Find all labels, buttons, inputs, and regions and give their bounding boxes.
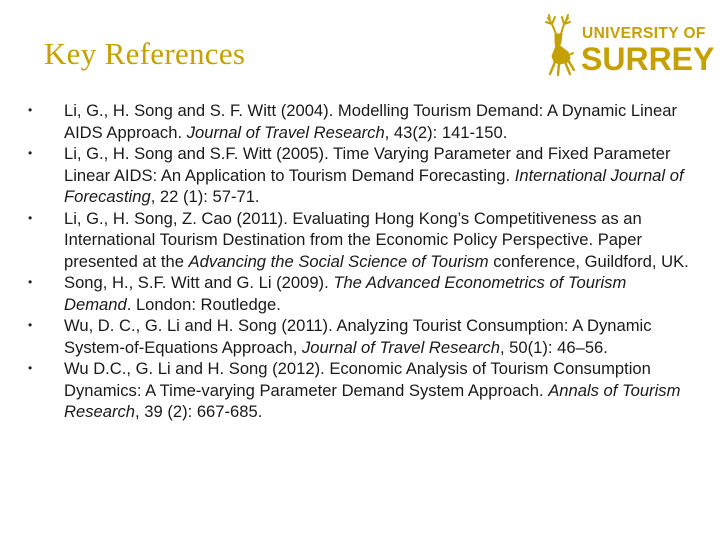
list-item: [20, 315, 696, 358]
bullet: •: [28, 210, 33, 225]
ref-publication: Journal of Travel Research: [186, 122, 385, 142]
ref-publication: Advancing the Social Science of Tourism: [188, 251, 489, 271]
ref-details: . London: Routledge.: [126, 294, 281, 314]
stag-icon: [546, 15, 574, 75]
bullet: •: [28, 318, 33, 332]
ref-text: Li, G., H. Song and S.F. Witt (2005). Time Varying Parameter and Fixed Parameter Linear AIDS: An Application to Tourism Demand Forecasting.: [64, 144, 671, 185]
ref-publication: The Advanced Econometrics of Tourism Demand: [64, 273, 627, 314]
ref-details: , 50(1): 46–56.: [499, 337, 608, 357]
bullet: •: [28, 103, 33, 117]
slide-title: Key References: [44, 36, 246, 71]
ref-publication: Journal of Travel Research: [301, 337, 500, 357]
list-item: [20, 272, 696, 315]
ref-text: Song, H., S.F. Witt and G. Li (2009).: [64, 273, 334, 292]
ref-details: , 22 (1): 57-71.: [150, 187, 260, 206]
ref-publication: Annals of Tourism Research: [64, 380, 681, 421]
logo-surrey: SURREY: [581, 41, 715, 77]
ref-text: Li, G., H. Song and S. F. Witt (2004). Modelling Tourism Demand: A Dynamic Linear AIDS Approach.: [64, 101, 678, 142]
ref-publication: International Journal of Forecasting: [64, 165, 684, 206]
list-item: [20, 358, 696, 423]
ref-text: Wu, D. C., G. Li and H. Song (2011). Analyzing Tourist Consumption: A Dynamic System-of-Equations Approach,: [64, 316, 652, 357]
ref-details: , 43(2): 141-150.: [384, 122, 508, 142]
logo-university-of: UNIVERSITY OF: [582, 25, 706, 42]
ref-text: Wu D.C., G. Li and H. Song (2012). Economic Analysis of Tourism Consumption Dynamics: A Time-varying Parameter Demand System Approach.: [64, 359, 651, 400]
reference-list: [20, 100, 696, 423]
list-item: [20, 208, 696, 273]
ref-details: conference, Guildford, UK.: [488, 251, 689, 271]
list-item: [20, 100, 696, 143]
list-item: [20, 143, 696, 208]
bullet: •: [28, 146, 33, 160]
bullet: •: [28, 275, 33, 289]
university-logo: [534, 12, 715, 78]
ref-details: , 39 (2): 667-685.: [135, 402, 263, 421]
ref-text: Li, G., H. Song, Z. Cao (2011). Evaluating Hong Kong’s Competitiveness as an International Tourism Destination from the Economic Policy Perspective. Paper presented at the: [64, 208, 642, 271]
bullet: •: [28, 361, 33, 375]
